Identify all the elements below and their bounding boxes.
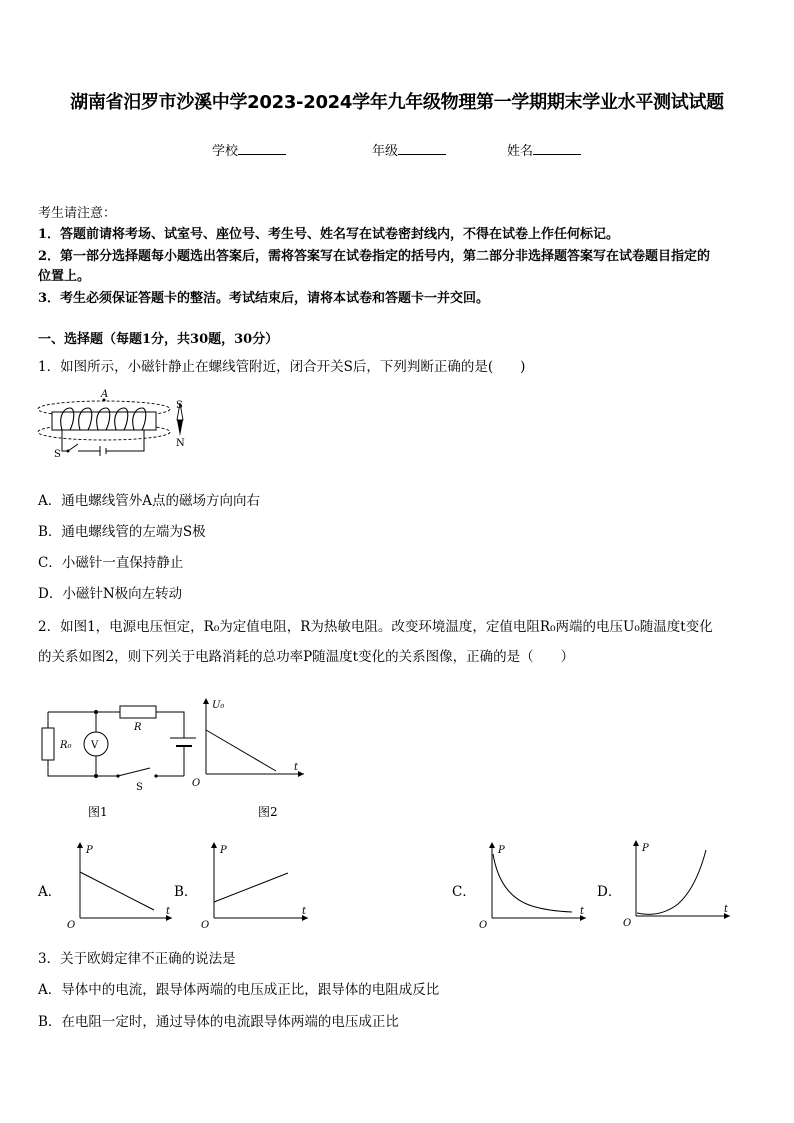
q2-u0-axis-label: U₀ — [212, 700, 225, 711]
name-field — [507, 140, 581, 159]
q2-d-origin: O — [623, 918, 632, 928]
name-blank — [533, 142, 581, 155]
q2-option-a-label: A． — [38, 884, 62, 900]
school-label: 学校 — [212, 144, 239, 159]
q2-stem-line1: 2．如图1，电源电压恒定，R₀为定值电阻，R为热敏电阻。改变环境温度，定值电阻R₀两端的电压U₀随温度t变化 — [38, 619, 713, 635]
q2-a-y-label: P — [86, 845, 93, 856]
q2-option-c-graph — [476, 840, 588, 930]
q2-fig2-caption: 图2 — [258, 805, 278, 819]
q2-u0-graph — [188, 694, 308, 824]
q1-option-a: A．通电螺线管外A点的磁场方向向右 — [38, 493, 260, 509]
q1-compass-n-label: N — [176, 438, 185, 449]
q1-compass-s-label: S — [176, 400, 183, 411]
q2-r-label: R — [134, 722, 142, 733]
q2-fig1-caption: 图1 — [88, 805, 108, 819]
grade-label: 年级 — [372, 144, 399, 159]
notice-heading: 考生请注意： — [38, 206, 117, 221]
q3-option-b: B．在电阻一定时，通过导体的电流跟导体两端的电压成正比 — [38, 1014, 399, 1030]
q3-stem: 3．关于欧姆定律不正确的说法是 — [38, 951, 236, 967]
q2-b-x-label: t — [302, 906, 307, 917]
notice-item-3: 3．考生必须保证答题卡的整洁。考试结束后，请将本试卷和答题卡一并交回。 — [38, 291, 490, 306]
q1-switch-label: S — [54, 449, 61, 460]
q1-point-a-label: A — [101, 389, 109, 400]
q2-stem-line2: 的关系如图2，则下列关于电路消耗的总功率P随温度t变化的关系图像，正确的是（ ） — [38, 649, 575, 665]
q2-d-y-label: P — [642, 843, 649, 854]
notice-item-2: 2．第一部分选择题每小题选出答案后，需将答案写在试卷指定的括号内，第二部分非选择题答案写在试卷题目指定的 — [38, 249, 711, 264]
q3-option-a: A．导体中的电流，跟导体两端的电压成正比，跟导体的电阻成反比 — [38, 982, 440, 998]
section-heading: 一、选择题（每题1分，共30题，30分） — [38, 332, 279, 347]
page-title: 湖南省汨罗市沙溪中学2023-2024学年九年级物理第一学期期末学业水平测试试题 — [70, 92, 724, 113]
q2-switch-label: S — [136, 782, 143, 793]
q2-d-x-label: t — [724, 904, 729, 915]
grade-field — [372, 140, 446, 159]
q2-circuit-figure — [36, 698, 196, 824]
q2-option-b-label: B． — [174, 884, 198, 900]
q2-option-d-label: D． — [597, 884, 622, 900]
q2-a-origin: O — [67, 920, 76, 930]
q2-option-b-graph — [198, 840, 310, 930]
school-field — [212, 140, 286, 159]
q2-voltmeter-label: V — [91, 740, 99, 751]
q2-b-y-label: P — [220, 845, 227, 856]
q1-solenoid-figure — [34, 386, 194, 470]
q2-c-x-label: t — [580, 906, 585, 917]
name-label: 姓名 — [507, 144, 534, 159]
q2-c-origin: O — [479, 920, 488, 930]
notice-item-1: 1．答题前请将考场、试室号、座位号、考生号、姓名写在试卷密封线内，不得在试卷上作任何标记。 — [38, 227, 620, 242]
q2-origin-label: O — [192, 778, 201, 789]
notice-item-2-cont: 位置上。 — [38, 269, 91, 284]
q2-c-y-label: P — [498, 845, 505, 856]
q2-b-origin: O — [201, 920, 210, 930]
grade-blank — [398, 142, 446, 155]
school-blank — [238, 142, 286, 155]
q2-option-c-label: C． — [452, 884, 476, 900]
q1-option-d: D．小磁针N极向左转动 — [38, 586, 183, 602]
q2-a-x-label: t — [166, 906, 171, 917]
q1-stem: 1．如图所示，小磁针静止在螺线管附近，闭合开关S后，下列判断正确的是( ) — [38, 359, 526, 375]
q2-r0-label: R₀ — [60, 740, 72, 751]
q2-option-a-graph — [64, 840, 174, 930]
q2-option-d-graph — [620, 838, 732, 928]
q1-option-b: B．通电螺线管的左端为S极 — [38, 524, 206, 540]
q2-t-axis-label: t — [294, 762, 299, 773]
q1-option-c: C．小磁针一直保持静止 — [38, 555, 184, 571]
